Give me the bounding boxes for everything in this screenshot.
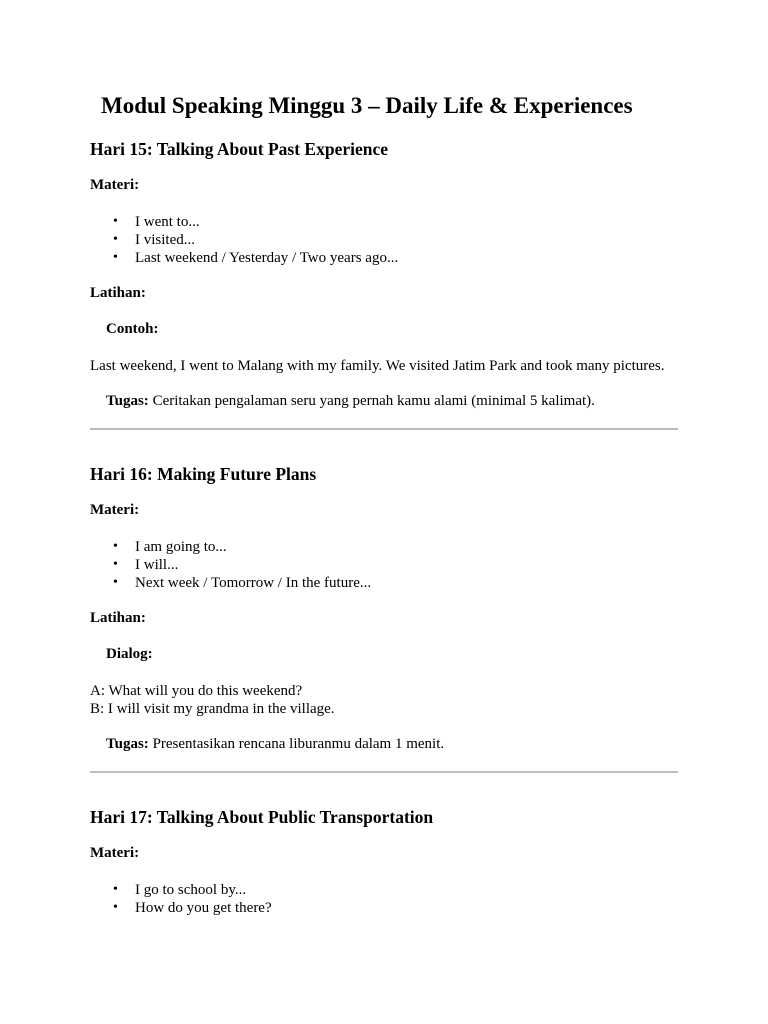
list-item: • How do you get there? (113, 899, 272, 917)
example-line: Last weekend, I went to Malang with my family. We visited Jatim Park and took many pictures. (90, 358, 665, 374)
tugas-text: Ceritakan pengalaman seru yang pernah kamu alami (minimal 5 kalimat). (148, 393, 595, 409)
tugas-label: Tugas: (106, 736, 149, 752)
dialog-line: B: I will visit my grandma in the village. (90, 701, 335, 717)
tugas-paragraph (106, 393, 595, 410)
latihan-label: Latihan: (90, 610, 146, 626)
tugas-text: Presentasikan rencana liburanmu dalam 1 menit. (148, 736, 445, 752)
dialog-line: A: What will you do this weekend? (90, 683, 303, 699)
list-item: • I go to school by... (113, 881, 272, 899)
document-title: Modul Speaking Minggu 3 – Daily Life & Experiences (101, 93, 633, 118)
example-text (90, 357, 665, 375)
latihan-label: Latihan: (90, 285, 146, 301)
materi-list (113, 881, 272, 917)
section-heading-hari-16: Hari 16: Making Future Plans (90, 464, 317, 484)
materi-label: Materi: (90, 845, 140, 861)
materi-list (113, 538, 371, 592)
materi-list (113, 213, 398, 267)
section-divider (90, 771, 678, 773)
section-heading-hari-17: Hari 17: Talking About Public Transportation (90, 807, 434, 827)
section-heading-hari-15: Hari 15: Talking About Past Experience (90, 139, 389, 159)
tugas-paragraph (106, 736, 444, 753)
dialog-label: Dialog: (106, 646, 153, 662)
list-item: • Last weekend / Yesterday / Two years ago... (113, 249, 398, 267)
materi-label: Materi: (90, 177, 140, 193)
list-item: • I am going to... (113, 538, 371, 556)
contoh-label: Contoh: (106, 321, 159, 337)
list-item: • I will... (113, 556, 371, 574)
section-divider (90, 428, 678, 430)
materi-label: Materi: (90, 502, 140, 518)
list-item: • Next week / Tomorrow / In the future... (113, 574, 371, 592)
tugas-label: Tugas: (106, 393, 149, 409)
dialog-text (90, 682, 335, 718)
list-item: • I visited... (113, 231, 398, 249)
list-item: • I went to... (113, 213, 398, 231)
